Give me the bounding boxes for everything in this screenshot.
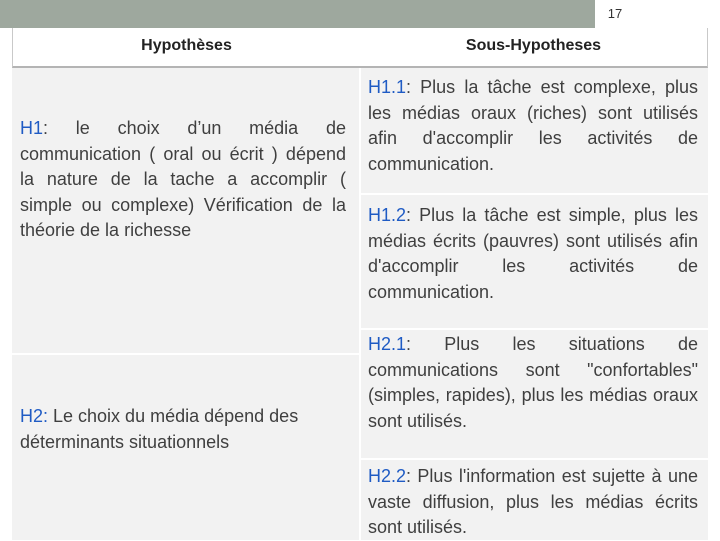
sub-hypothesis-body: : Plus les situations de communications sont "confortables" (simples, rapides), plus les médias oraux sont utilisés.: [368, 334, 698, 431]
hypothesis-id: H2:: [20, 406, 49, 426]
sub-hypothesis-id: H2.1: [368, 334, 407, 354]
hypotheses-table: [12, 28, 708, 540]
sub-hypothesis-cell-h2-1: [360, 330, 708, 460]
sub-hypothesis-cell-h2-2: [360, 460, 708, 540]
top-bar-band: [0, 0, 632, 28]
hypothesis-cell-h1: [12, 68, 360, 355]
sub-hypothesis-cell-h1-2: [360, 195, 708, 330]
column-divider: [359, 68, 361, 540]
sub-hypothesis-cell-h1-1: [360, 68, 708, 195]
hypothesis-cell-h2: [12, 355, 360, 540]
hypothesis-text-h2: [20, 404, 346, 455]
sub-hypothesis-text-h2-2: [368, 464, 698, 541]
hypothesis-body: : le choix d’un média de communication ( oral ou écrit ) dépend la nature de la tache a accomplir ( simple ou complexe) Vérification de la théorie de la richesse: [20, 118, 346, 240]
sub-hypothesis-text-h2-1: [368, 332, 698, 434]
sub-hypothesis-id: H1.1: [368, 77, 407, 97]
sub-hypothesis-id: H2.2: [368, 466, 407, 486]
header-hypotheses: Hypothèses: [12, 28, 360, 68]
hypothesis-text-h1: [20, 116, 346, 244]
sub-hypothesis-body: : Plus la tâche est simple, plus les médias écrits (pauvres) sont utilisés afin d'accomplir les activités de communication.: [368, 205, 698, 302]
sub-hypothesis-text-h1-2: [368, 203, 698, 305]
header-sub-hypotheses: Sous-Hypotheses: [360, 28, 708, 68]
sub-hypothesis-body: : Plus l'information est sujette à une vaste diffusion, plus les médias écrits sont utilisés.: [368, 466, 698, 537]
top-bar: [0, 0, 720, 28]
page-number: 17: [595, 0, 635, 28]
hypothesis-body: Le choix du média dépend des déterminants situationnels: [20, 406, 299, 452]
sub-hypothesis-id: H1.2: [368, 205, 407, 225]
sub-hypothesis-body: : Plus la tâche est complexe, plus les médias oraux (riches) sont utilisés afin d'accomplir les activités de communication.: [368, 77, 698, 174]
sub-hypothesis-text-h1-1: [368, 75, 698, 177]
hypothesis-id: H1: [20, 118, 44, 138]
